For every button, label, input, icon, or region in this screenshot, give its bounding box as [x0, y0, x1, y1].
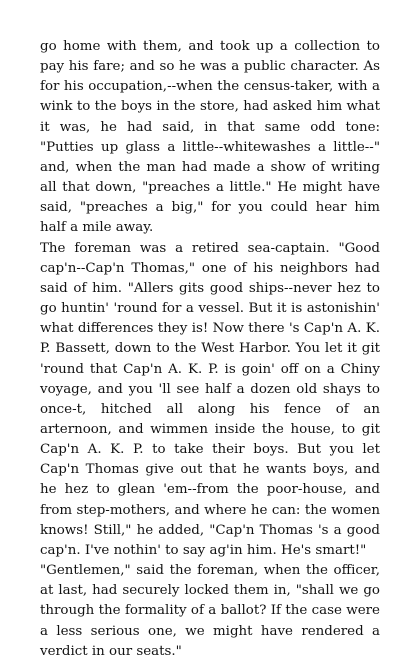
document-page: [40, 37, 380, 662]
paragraph-1: go home with them, and took up a collection to pay his fare; and so he was a public character. As for his occupation,--when the census-taker, with a wink to the boys in the store, had asked him what it was, he had said, in that same odd tone: "Putties up glass a little--whitewashes a little--" and, when the man had made a show of writing all that down, "preaches a little." He might have said, "preaches a big," for you could hear him half a mile away.: [40, 39, 380, 236]
paragraph-3: "Gentlemen," said the foreman, when the officer, at last, had securely locked them in, "shall we go through the formality of a ballot? If the case were a less serious one, we might have rendered a verdict in our seats.": [40, 563, 380, 659]
paragraph-2: The foreman was a retired sea-captain. "Good cap'n--Cap'n Thomas," one of his neighbors had said of him. "Allers gits good ships--never hez to go huntin' 'round for a vessel. But it is astonishin' what differences they is! Now there 's Cap'n A. K. P. Bassett, down to the West Harbor. You let it git 'round that Cap'n A. K. P. is goin' off on a Chiny voyage, and you 'll see half a dozen old shays to once-t, hitched all along his fence of an arternoon, and wimmen inside the house, to git Cap'n A. K. P. to take their boys. But you let Cap'n Thomas give out that he wants boys, and he hez to glean 'em--from the poor-house, and from step-mothers, and where he can: the women knows! Still," he added, "Cap'n Thomas 's a good cap'n. I've nothin' to say ag'in him. He's smart!": [40, 240, 380, 558]
